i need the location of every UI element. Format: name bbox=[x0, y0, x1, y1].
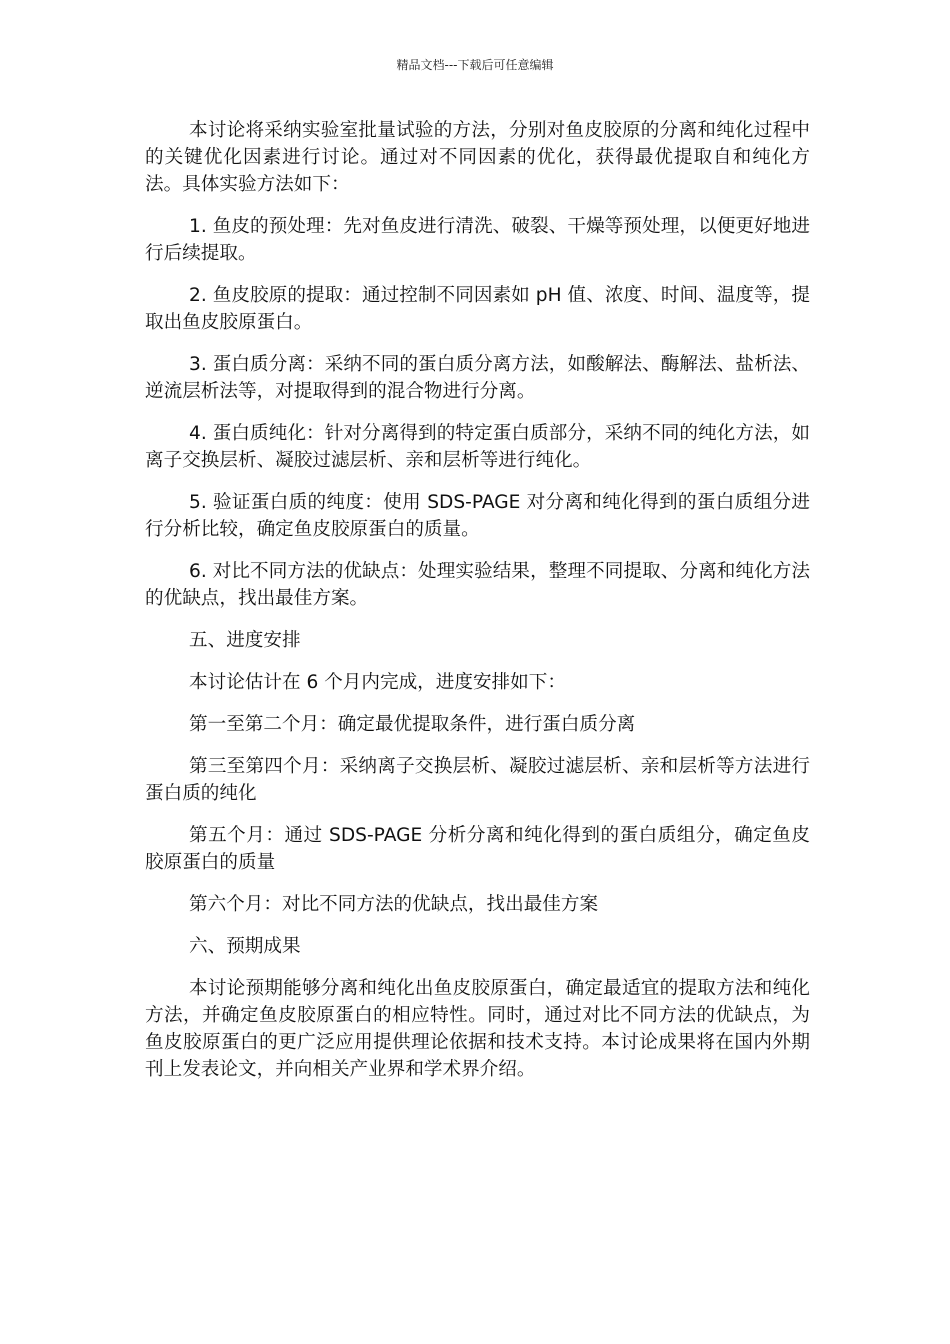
schedule-month-6: 第六个月：对比不同方法的优缺点，找出最佳方案 bbox=[189, 894, 599, 915]
step-1-paragraph: 1. 鱼皮的预处理：先对鱼皮进行清洗、破裂、干燥等预处理，以便更好地进行后续提取。 bbox=[145, 216, 810, 264]
step-4-paragraph: 4. 蛋白质纯化：针对分离得到的特定蛋白质部分，采纳不同的纯化方法，如离子交换层析、凝胶过滤层析、亲和层析等进行纯化。 bbox=[145, 423, 810, 471]
schedule-month-3-4: 第三至第四个月：采纳离子交换层析、凝胶过滤层析、亲和层析等方法进行蛋白质的纯化 bbox=[145, 756, 810, 804]
document-body bbox=[145, 117, 810, 1083]
step-3-paragraph: 3. 蛋白质分离：采纳不同的蛋白质分离方法，如酸解法、酶解法、盐析法、逆流层析法等，对提取得到的混合物进行分离。 bbox=[145, 354, 810, 402]
section-heading-outcomes: 六、预期成果 bbox=[189, 936, 301, 957]
step-6-paragraph: 6. 对比不同方法的优缺点：处理实验结果，整理不同提取、分离和纯化方法的优缺点，找出最佳方案。 bbox=[145, 561, 810, 609]
step-2-paragraph: 2. 鱼皮胶原的提取：通过控制不同因素如 pH 值、浓度、时间、温度等，提取出鱼皮胶原蛋白。 bbox=[145, 285, 810, 333]
section-heading-schedule: 五、进度安排 bbox=[189, 630, 301, 651]
schedule-month-1-2: 第一至第二个月：确定最优提取条件，进行蛋白质分离 bbox=[189, 714, 636, 735]
schedule-intro-paragraph: 本讨论估计在 6 个月内完成，进度安排如下： bbox=[189, 672, 566, 693]
intro-paragraph: 本讨论将采纳实验室批量试验的方法，分别对鱼皮胶原的分离和纯化过程中的关键优化因素进行讨论。通过对不同因素的优化，获得最优提取自和纯化方法。具体实验方法如下： bbox=[145, 120, 810, 195]
schedule-month-5: 第五个月：通过 SDS-PAGE 分析分离和纯化得到的蛋白质组分，确定鱼皮胶原蛋白的质量 bbox=[145, 825, 810, 873]
outcomes-paragraph: 本讨论预期能够分离和纯化出鱼皮胶原蛋白，确定最适宜的提取方法和纯化方法，并确定鱼皮胶原蛋白的相应特性。同时，通过对比不同方法的优缺点，为鱼皮胶原蛋白的更广泛应用提供理论依据和技术支持。本讨论成果将在国内外期刊上发表论文，并向相关产业界和学术界介绍。 bbox=[145, 978, 810, 1080]
step-5-paragraph: 5. 验证蛋白质的纯度：使用 SDS-PAGE 对分离和纯化得到的蛋白质组分进行分析比较，确定鱼皮胶原蛋白的质量。 bbox=[145, 492, 810, 540]
page-header: 精品文档---下载后可任意编辑 bbox=[396, 58, 554, 72]
